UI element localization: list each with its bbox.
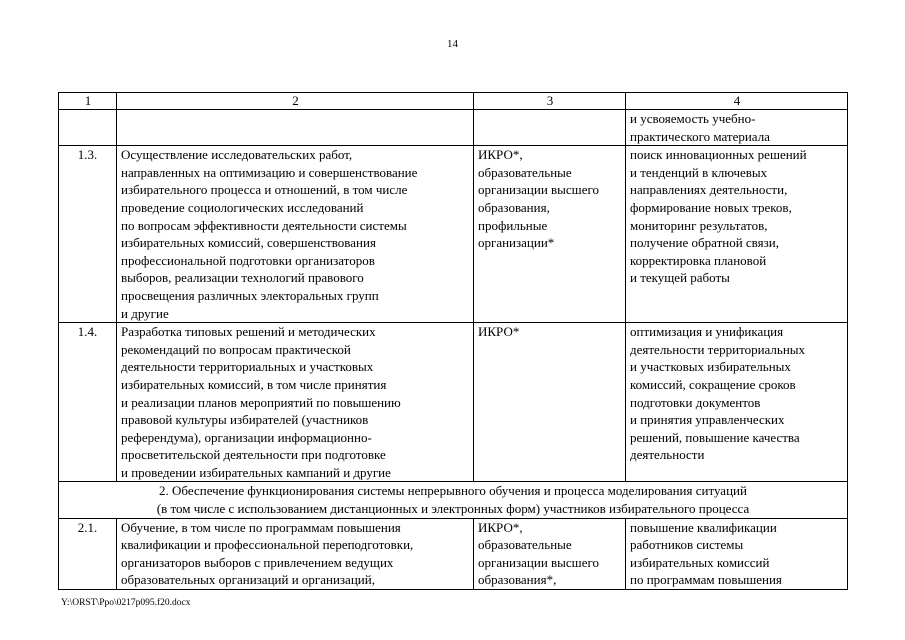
table-row (59, 518, 848, 589)
column-header-1: 1 (59, 93, 117, 110)
row-number (59, 110, 117, 146)
table-row (59, 146, 848, 323)
result-cell: поиск инновационных решений и тенденций в ключевых направлениях деятельности, формирование новых треков, мониторинг результатов, получение обратной связи, корректировка плановой и текущей работы (626, 146, 848, 323)
column-header-3: 3 (474, 93, 626, 110)
footer-file-path: Y:\ORST\Ppo\0217p095.f20.docx (61, 598, 191, 608)
section-heading-row (59, 482, 848, 518)
page-number: 14 (447, 38, 458, 50)
plan-table (58, 92, 848, 590)
executors-cell: ИКРО*, образовательные организации высшего образования*, (474, 518, 626, 589)
row-number: 2.1. (59, 518, 117, 589)
column-header-4: 4 (626, 93, 848, 110)
activity-cell: Осуществление исследовательских работ, направленных на оптимизацию и совершенствование избирательного процесса и отношений, в том числе проведение социологических исследований по вопросам эффективности деятельности системы избирательных комиссий, совершенствования профессиональной подготовки организаторов выборов, реализации технологий правового просвещения различных электоральных групп и другие (117, 146, 474, 323)
executors-cell: ИКРО*, образовательные организации высшего образования, профильные организации* (474, 146, 626, 323)
result-cell: оптимизация и унификация деятельности территориальных и участковых избирательных комиссий, сокращение сроков подготовки документов и принятия управленческих решений, повышение качества деятельности (626, 323, 848, 482)
row-number: 1.3. (59, 146, 117, 323)
section-heading: 2. Обеспечение функционирования системы непрерывного обучения и процесса моделирования ситуаций (в том числе с использованием дистанционных и электронных форм) участников избирательного процесса (59, 482, 848, 518)
executors-cell: ИКРО* (474, 323, 626, 482)
executors-cell (474, 110, 626, 146)
table-header-row (59, 93, 848, 110)
activity-cell (117, 110, 474, 146)
activity-cell: Обучение, в том числе по программам повышения квалификации и профессиональной переподготовки, организаторов выборов с привлечением ведущих образовательных организаций и организаций, (117, 518, 474, 589)
result-cell: и усвояемость учебно- практического материала (626, 110, 848, 146)
activity-cell: Разработка типовых решений и методических рекомендаций по вопросам практической деятельности территориальных и участковых избирательных комиссий, в том числе принятия и реализации планов мероприятий по повышению правовой культуры избирателей (участников референдума), организации информационно- просветительской деятельности при подготовке и проведении избирательных кампаний и другие (117, 323, 474, 482)
row-number: 1.4. (59, 323, 117, 482)
table-row (59, 323, 848, 482)
table-row (59, 110, 848, 146)
column-header-2: 2 (117, 93, 474, 110)
result-cell: повышение квалификации работников системы избирательных комиссий по программам повышения (626, 518, 848, 589)
